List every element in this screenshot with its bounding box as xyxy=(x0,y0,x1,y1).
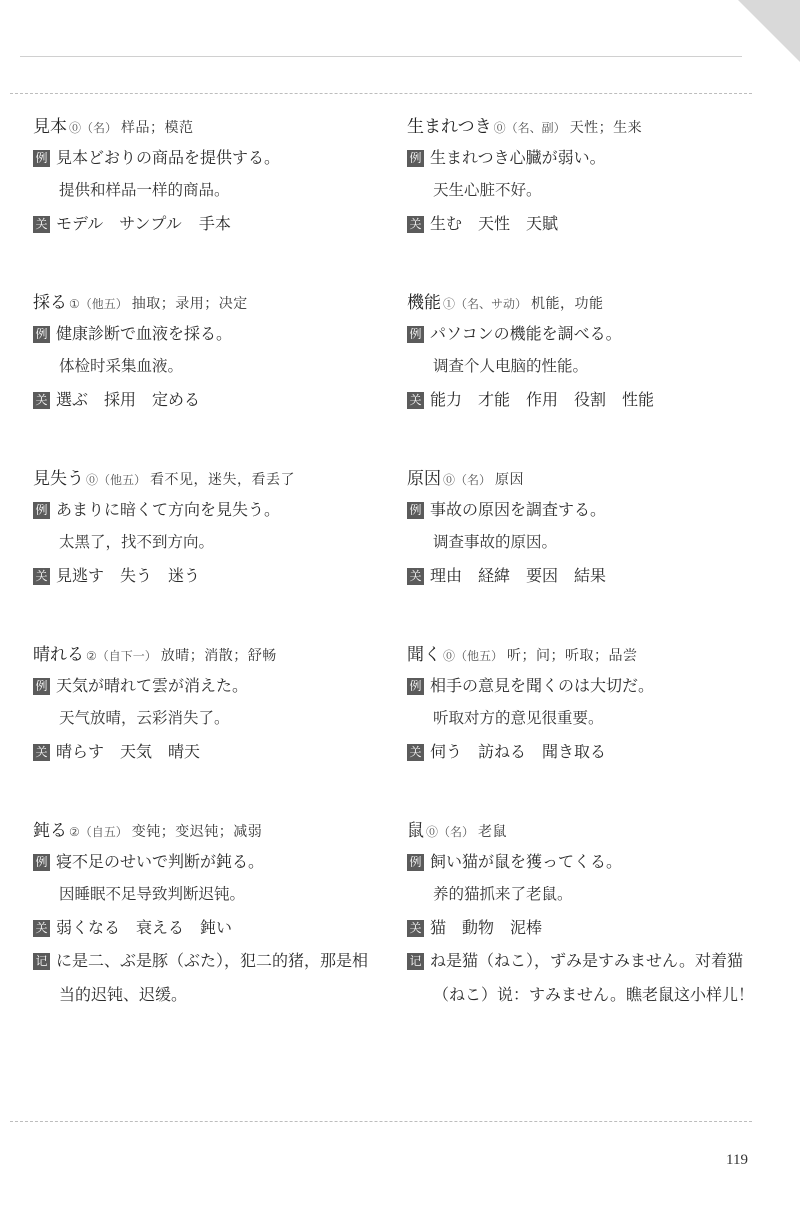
translation: 调查事故的原因。 xyxy=(433,533,558,551)
top-dashed-divider xyxy=(10,93,752,94)
entry-headword-line xyxy=(33,460,383,493)
meaning: 抽取；录用；决定 xyxy=(131,296,248,312)
meaning: 样品；模范 xyxy=(121,120,194,136)
meaning: 机能，功能 xyxy=(531,296,604,312)
meaning: 放晴；消散；舒畅 xyxy=(160,648,277,664)
translation: 提供和样品一样的商品。 xyxy=(59,181,230,199)
vocab-entry xyxy=(407,636,757,812)
translation: 因睡眠不足导致判断迟钝。 xyxy=(59,885,246,903)
headword: 聞く xyxy=(407,645,441,665)
related-badge: 关 xyxy=(33,920,50,937)
page-number: 119 xyxy=(726,1152,748,1168)
memo-badge: 记 xyxy=(33,953,50,970)
related-line xyxy=(407,735,757,768)
related-badge: 关 xyxy=(407,920,424,937)
meaning: 老鼠 xyxy=(478,824,508,840)
related-line xyxy=(33,383,383,416)
example-line xyxy=(407,317,757,350)
memo-text: に是二、ぶ是豚（ぶた），犯二的猪，那是相当的迟钝、迟缓。 xyxy=(56,951,369,1004)
accent-and-part-of-speech: ⓪（名） xyxy=(443,473,492,487)
entry-headword-line xyxy=(407,460,757,493)
example-badge: 例 xyxy=(33,326,50,343)
example-sentence: パソコンの機能を調べる。 xyxy=(430,324,622,343)
example-sentence: 寝不足のせいで判断が鈍る。 xyxy=(56,852,265,871)
meaning: 看不见，迷失，看丢了 xyxy=(150,472,296,488)
example-line xyxy=(407,669,757,702)
vocab-entry xyxy=(33,460,383,636)
accent-and-part-of-speech: ②（自下一） xyxy=(86,649,157,663)
related-badge: 关 xyxy=(407,216,424,233)
memo-badge: 记 xyxy=(407,953,424,970)
example-badge: 例 xyxy=(407,678,424,695)
entry-headword-line xyxy=(407,284,757,317)
related-line xyxy=(33,735,383,768)
example-badge: 例 xyxy=(33,502,50,519)
related-badge: 关 xyxy=(407,568,424,585)
example-badge: 例 xyxy=(33,678,50,695)
headword: 見本 xyxy=(33,117,67,137)
entry-headword-line xyxy=(33,108,383,141)
headword: 原因 xyxy=(407,469,441,489)
related-words: 伺う 訪ねる 聞き取る xyxy=(430,742,607,761)
example-line xyxy=(407,493,757,526)
related-line xyxy=(407,911,757,944)
related-badge: 关 xyxy=(33,568,50,585)
headword: 鼠 xyxy=(407,821,424,841)
example-line xyxy=(33,317,383,350)
related-words: 理由 経緯 要因 結果 xyxy=(430,566,607,585)
meaning: 变钝；变迟钝；减弱 xyxy=(131,824,263,840)
vocab-entry xyxy=(33,636,383,812)
meaning: 原因 xyxy=(495,472,525,488)
example-sentence: あまりに暗くて方向を見失う。 xyxy=(56,500,281,519)
vocab-entry xyxy=(33,812,383,1004)
example-badge: 例 xyxy=(33,150,50,167)
translation: 养的猫抓来了老鼠。 xyxy=(433,885,573,903)
accent-and-part-of-speech: ①（他五） xyxy=(69,297,128,311)
translation: 体检时采集血液。 xyxy=(59,357,184,375)
related-words: 晴らす 天気 晴天 xyxy=(56,742,201,761)
related-words: 能力 才能 作用 役割 性能 xyxy=(430,390,655,409)
entry-headword-line xyxy=(33,812,383,845)
accent-and-part-of-speech: ⓪（名） xyxy=(69,121,118,135)
related-words: 生む 天性 天賦 xyxy=(430,214,559,233)
related-line xyxy=(33,559,383,592)
accent-and-part-of-speech: ⓪（他五） xyxy=(86,473,147,487)
meaning: 听；问；听取；品尝 xyxy=(507,648,638,664)
vocab-entry xyxy=(33,284,383,460)
example-sentence: 健康診断で血液を採る。 xyxy=(56,324,233,343)
vocab-entry xyxy=(33,108,383,284)
example-line xyxy=(33,669,383,702)
right-column xyxy=(407,108,757,1004)
example-sentence: 生まれつき心臓が弱い。 xyxy=(430,148,606,167)
related-line xyxy=(407,559,757,592)
headword: 機能 xyxy=(407,293,441,313)
related-words: 見逃す 失う 迷う xyxy=(56,566,201,585)
vocab-entry xyxy=(407,284,757,460)
left-column xyxy=(33,108,383,1004)
related-badge: 关 xyxy=(407,744,424,761)
translation: 听取对方的意见很重要。 xyxy=(433,709,604,727)
example-line xyxy=(33,493,383,526)
translation: 太黑了，找不到方向。 xyxy=(59,533,215,551)
translation: 天生心脏不好。 xyxy=(433,181,542,199)
top-rule xyxy=(20,56,742,57)
example-badge: 例 xyxy=(407,326,424,343)
related-badge: 关 xyxy=(33,744,50,761)
meaning: 天性；生来 xyxy=(569,120,643,136)
example-sentence: 相手の意見を聞くのは大切だ。 xyxy=(430,676,655,695)
page-corner-fold xyxy=(738,0,800,62)
related-words: 弱くなる 衰える 鈍い xyxy=(56,918,233,937)
headword: 生まれつき xyxy=(407,117,492,137)
vocab-entry xyxy=(407,108,757,284)
related-badge: 关 xyxy=(33,392,50,409)
memo-text: ね是猫（ねこ），ずみ是すみません。对着猫（ねこ）说：すみません。瞧老鼠这小样儿！ xyxy=(430,951,754,1004)
headword: 鈍る xyxy=(33,821,67,841)
example-badge: 例 xyxy=(33,854,50,871)
accent-and-part-of-speech: ①（名、サ动） xyxy=(443,297,528,311)
related-line xyxy=(33,911,383,944)
example-badge: 例 xyxy=(407,150,424,167)
related-words: 選ぶ 採用 定める xyxy=(56,390,201,409)
related-line xyxy=(33,207,383,240)
example-sentence: 事故の原因を調査する。 xyxy=(430,500,607,519)
example-line xyxy=(407,141,757,174)
related-line xyxy=(407,207,757,240)
memo-line xyxy=(33,944,383,1012)
example-sentence: 天気が晴れて雲が消えた。 xyxy=(56,676,249,695)
related-badge: 关 xyxy=(33,216,50,233)
accent-and-part-of-speech: ⓪（名、副） xyxy=(493,121,566,135)
entry-headword-line xyxy=(407,108,757,141)
headword: 見失う xyxy=(33,469,84,489)
vocab-entry xyxy=(407,812,757,1004)
entry-headword-line xyxy=(33,636,383,669)
memo-line xyxy=(407,944,757,1012)
headword: 採る xyxy=(33,293,67,313)
related-words: モデル サンプル 手本 xyxy=(56,214,231,233)
example-sentence: 見本どおりの商品を提供する。 xyxy=(56,148,281,167)
example-badge: 例 xyxy=(407,502,424,519)
related-badge: 关 xyxy=(407,392,424,409)
bottom-dashed-divider xyxy=(10,1121,752,1122)
translation: 天气放晴，云彩消失了。 xyxy=(59,709,230,727)
related-line xyxy=(407,383,757,416)
example-line xyxy=(33,845,383,878)
accent-and-part-of-speech: ⓪（他五） xyxy=(443,649,504,663)
accent-and-part-of-speech: ⓪（名） xyxy=(426,825,475,839)
example-line xyxy=(407,845,757,878)
headword: 晴れる xyxy=(33,645,84,665)
entry-headword-line xyxy=(33,284,383,317)
translation: 调查个人电脑的性能。 xyxy=(433,357,589,375)
entry-headword-line xyxy=(407,636,757,669)
example-line xyxy=(33,141,383,174)
entry-headword-line xyxy=(407,812,757,845)
vocab-entry xyxy=(407,460,757,636)
accent-and-part-of-speech: ②（自五） xyxy=(69,825,128,839)
related-words: 猫 動物 泥棒 xyxy=(430,918,543,937)
example-badge: 例 xyxy=(407,854,424,871)
example-sentence: 飼い猫が鼠を獲ってくる。 xyxy=(430,852,623,871)
